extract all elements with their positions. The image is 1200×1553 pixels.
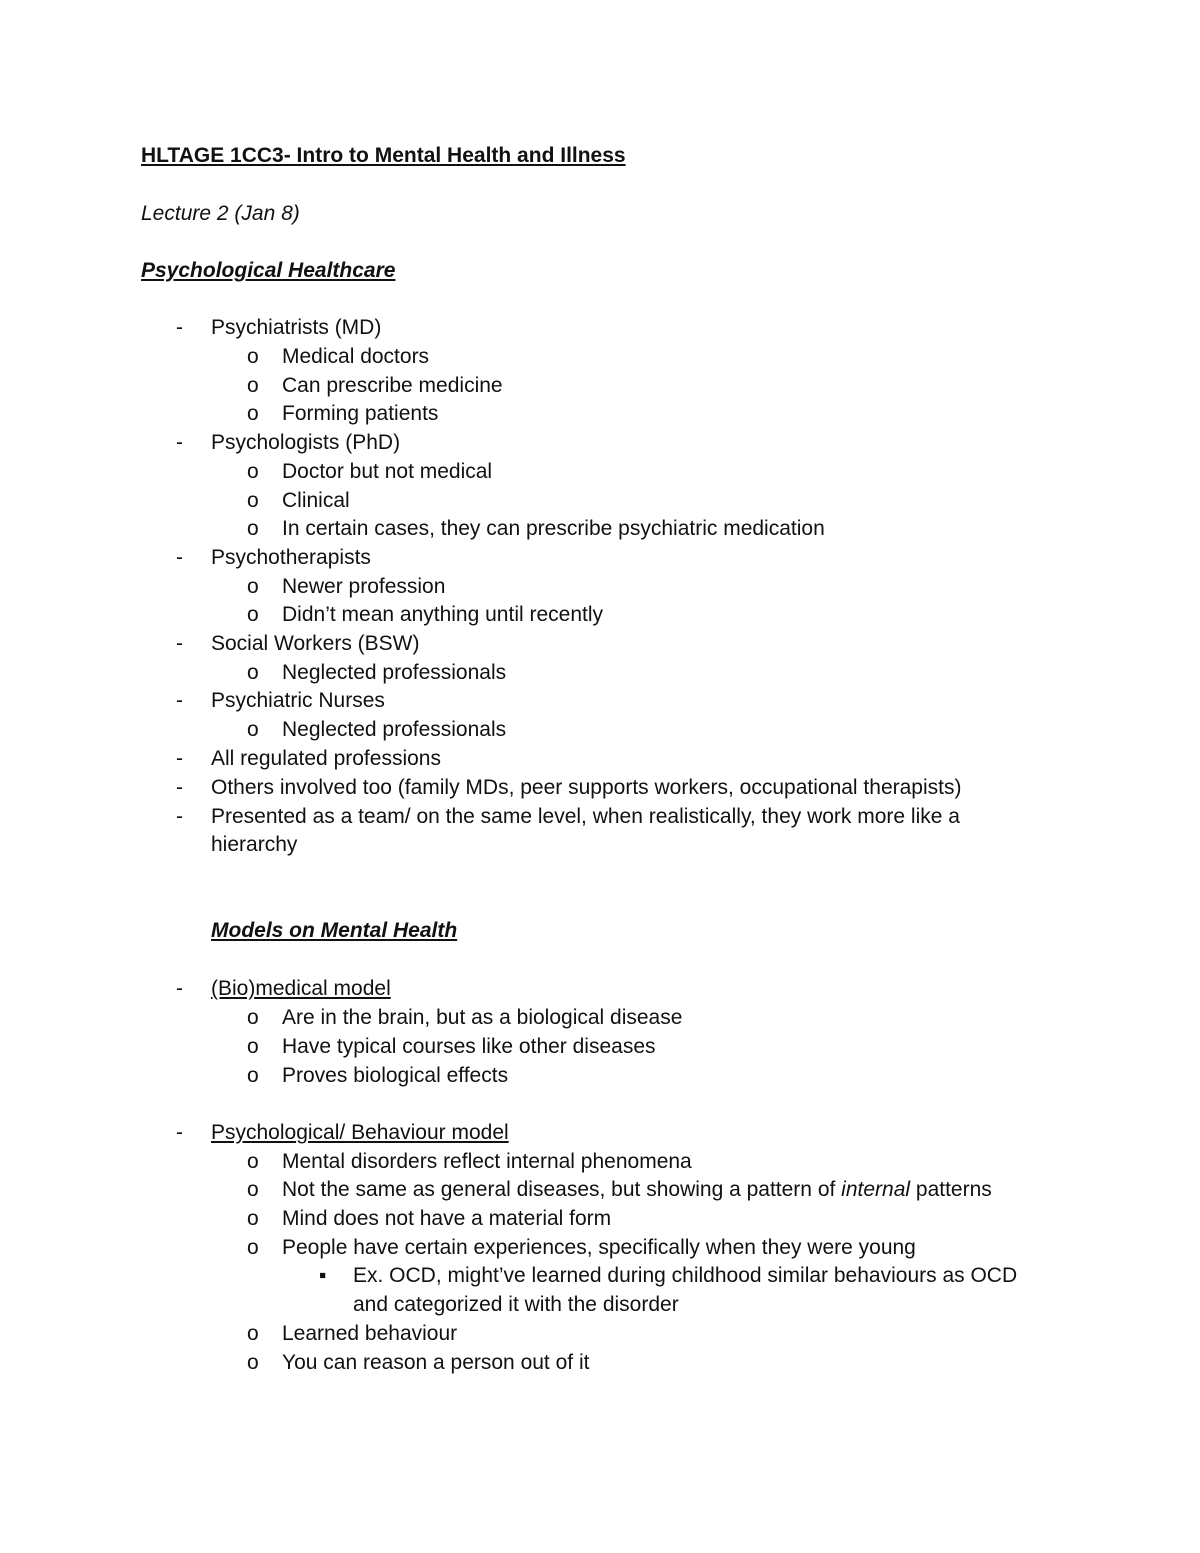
circle-bullet: o [247,603,259,626]
circle-bullet: o [247,1207,259,1230]
dash-bullet: - [176,316,183,339]
list-item-team: Presented as a team/ on the same level, when realistically, they work more like a [211,805,960,828]
circle-bullet: o [247,1178,259,1201]
square-bullet: ▪ [319,1264,327,1287]
document-title: HLTAGE 1CC3- Intro to Mental Health and Illness [141,144,626,167]
circle-bullet: o [247,402,259,425]
list-subitem: Are in the brain, but as a biological disease [282,1006,683,1029]
list-subitem: Medical doctors [282,345,430,368]
circle-bullet: o [247,661,259,684]
circle-bullet: o [247,575,259,598]
list-subitem: Forming patients [282,402,439,425]
circle-bullet: o [247,460,259,483]
text-segment: patterns [910,1178,992,1201]
list-subsubitem: Ex. OCD, might’ve learned during childhood similar behaviours as OCD [353,1264,1018,1287]
circle-bullet: o [247,1351,259,1374]
list-subitem: Proves biological effects [282,1064,509,1087]
section-heading-models: Models on Mental Health [211,919,458,942]
circle-bullet: o [247,345,259,368]
list-subitem: In certain cases, they can prescribe psychiatric medication [282,517,825,540]
circle-bullet: o [247,718,259,741]
dash-bullet: - [176,1121,183,1144]
dash-bullet: - [176,689,183,712]
list-item-psychologists: Psychologists (PhD) [211,431,401,454]
text-segment: Not the same as general diseases, but showing a pattern of [282,1178,842,1201]
circle-bullet: o [247,1006,259,1029]
list-item-regulated: All regulated professions [211,747,441,770]
dash-bullet: - [176,431,183,454]
list-subitem: Have typical courses like other diseases [282,1035,656,1058]
list-subitem: Can prescribe medicine [282,374,503,397]
emphasized-word: internal [841,1178,911,1201]
list-item-team-continued: hierarchy [211,833,298,856]
list-subitem: Learned behaviour [282,1322,458,1345]
list-item-psychiatrists: Psychiatrists (MD) [211,316,382,339]
list-subsubitem-continued: and categorized it with the disorder [353,1293,679,1316]
circle-bullet: o [247,374,259,397]
list-subitem: Neglected professionals [282,718,507,741]
circle-bullet: o [247,1150,259,1173]
circle-bullet: o [247,1236,259,1259]
lecture-label: Lecture 2 (Jan 8) [141,202,300,225]
list-item-psychological-model: Psychological/ Behaviour model [211,1121,509,1144]
dash-bullet: - [176,977,183,1000]
list-item-biomedical-model: (Bio)medical model [211,977,391,1000]
list-subitem: Newer profession [282,575,446,598]
section-heading-psychological-healthcare: Psychological Healthcare [141,259,396,282]
list-item-psychiatric-nurses: Psychiatric Nurses [211,689,385,712]
list-subitem: Mental disorders reflect internal phenomena [282,1150,692,1173]
list-subitem: Didn’t mean anything until recently [282,603,604,626]
dash-bullet: - [176,546,183,569]
list-item-others: Others involved too (family MDs, peer supports workers, occupational therapists) [211,776,962,799]
circle-bullet: o [247,517,259,540]
dash-bullet: - [176,632,183,655]
list-subitem: You can reason a person out of it [282,1351,590,1374]
list-subitem: Clinical [282,489,350,512]
list-subitem: People have certain experiences, specifically when they were young [282,1236,916,1259]
list-subitem-internal-patterns [282,1176,992,1204]
dash-bullet: - [176,747,183,770]
list-item-social-workers: Social Workers (BSW) [211,632,420,655]
list-item-psychotherapists: Psychotherapists [211,546,371,569]
dash-bullet: - [176,776,183,799]
dash-bullet: - [176,805,183,828]
circle-bullet: o [247,1322,259,1345]
list-subitem: Mind does not have a material form [282,1207,612,1230]
list-subitem: Doctor but not medical [282,460,493,483]
circle-bullet: o [247,1064,259,1087]
list-subitem: Neglected professionals [282,661,507,684]
circle-bullet: o [247,489,259,512]
circle-bullet: o [247,1035,259,1058]
